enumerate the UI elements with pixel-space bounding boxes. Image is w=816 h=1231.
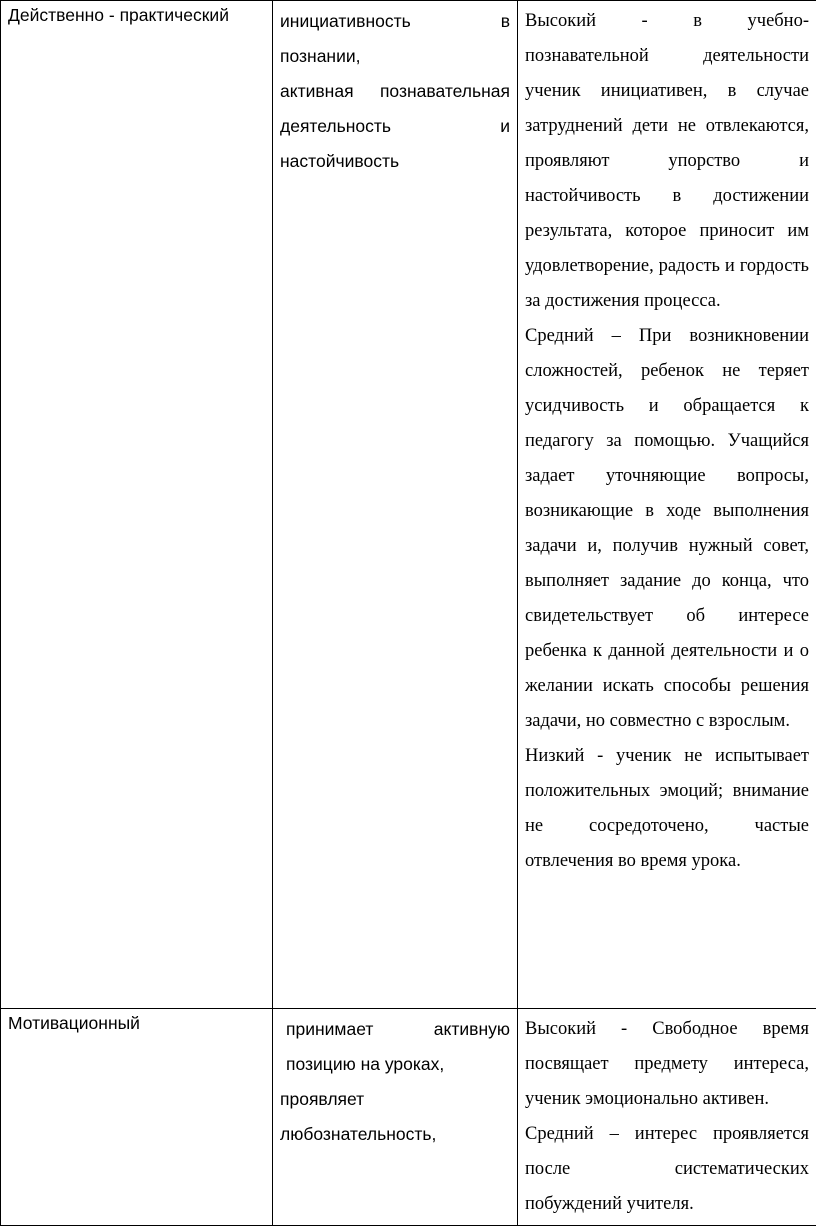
- indicators-cell: [273, 1, 518, 1009]
- level-high-text: Высокий - в учебно-познавательной деятельности ученик инициативен, в случае затруднений дети не отвлекаются, проявляют упорство и настойчивость в достижении результата, которое приносит им удовлетворение, радость и гордость за достижения процесса.: [525, 11, 809, 311]
- indicator-text: активная познавательная деятельность и настойчивость: [280, 81, 510, 171]
- levels-cell: [518, 1009, 816, 1226]
- levels-cell: [518, 1, 816, 1009]
- component-cell: [1, 1009, 273, 1226]
- level-high-text: Высокий - Свободное время посвящает предмету интереса, ученик эмоционально активен.: [525, 1019, 809, 1109]
- table-row: [1, 1, 816, 1009]
- component-cell: [1, 1, 273, 1009]
- component-name: Действенно - практический: [8, 5, 229, 25]
- indicators-cell: [273, 1009, 518, 1226]
- level-medium-text: Средний – интерес проявляется после систематических побуждений учителя.: [525, 1124, 809, 1214]
- level-low-text: Низкий - ученик не испытывает положительных эмоций; внимание не сосредоточено, частые отвлечения во время урока.: [525, 746, 809, 871]
- indicator-text: инициативность в познании,: [280, 11, 510, 66]
- indicator-text: принимает активную позицию на уроках,: [286, 1019, 510, 1074]
- level-medium-text: Средний – При возникновении сложностей, ребенок не теряет усидчивость и обращается к педагогу за помощью. Учащийся задает уточняющие вопросы, возникающие в ходе выполнения задачи и, получив нужный совет, выполняет задание до конца, что свидетельствует об интересе ребенка к данной деятельности и о желании искать способы решения задачи, но совместно с взрослым.: [525, 326, 809, 731]
- indicator-text: проявляет любознательность,: [280, 1089, 437, 1144]
- component-name: Мотивационный: [8, 1013, 140, 1033]
- table-row: [1, 1009, 816, 1226]
